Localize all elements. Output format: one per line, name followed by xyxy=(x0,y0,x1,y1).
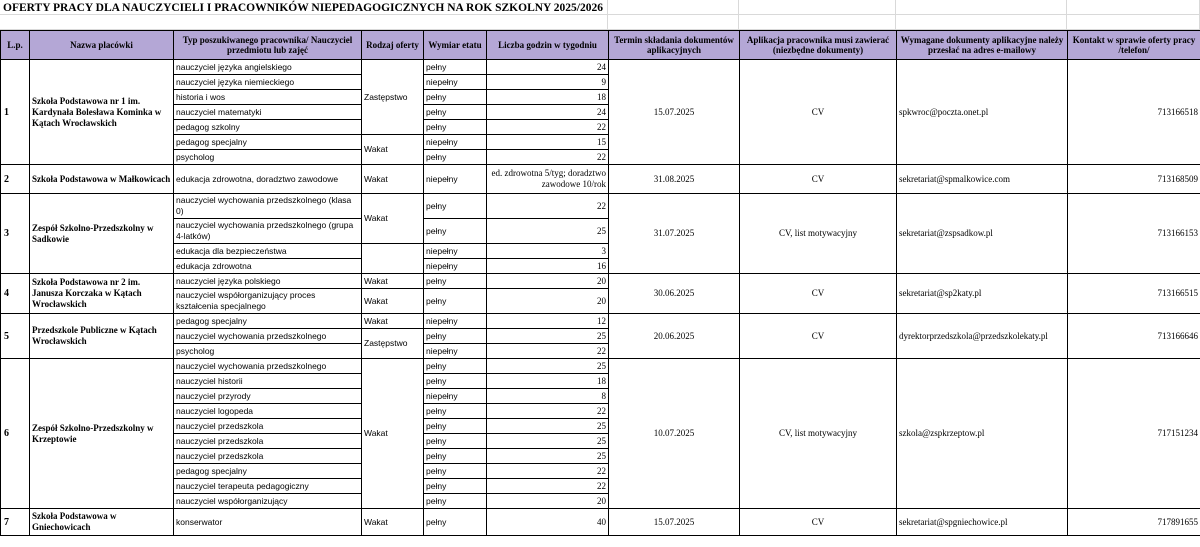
offer-hours: 25 xyxy=(487,419,609,434)
offer-hours: 25 xyxy=(487,329,609,344)
offer-type: psycholog xyxy=(174,344,362,359)
offer-kind: Wakat xyxy=(362,165,424,194)
offer-type: nauczyciel współorganizujący xyxy=(174,494,362,509)
offer-hours: 22 xyxy=(487,150,609,165)
offer-type: nauczyciel języka niemieckiego xyxy=(174,75,362,90)
offer-school-name: Szkoła Podstawowa nr 1 im. Kardynała Bolesława Kominka w Kątach Wrocławskich xyxy=(30,60,174,165)
offer-hours: 40 xyxy=(487,509,609,536)
offer-dim: pełny xyxy=(424,464,487,479)
offer-hours: 20 xyxy=(487,274,609,289)
header-row xyxy=(1,31,1200,60)
offers-table xyxy=(0,30,1200,536)
header-lp: L.p. xyxy=(1,31,30,60)
offer-deadline: 15.07.2025 xyxy=(609,509,740,536)
offer-lp: 2 xyxy=(1,165,30,194)
offer-type: pedagog specjalny xyxy=(174,464,362,479)
offer-docs: CV xyxy=(740,274,897,314)
header-dim: Wymiar etatu xyxy=(424,31,487,60)
offer-lp: 4 xyxy=(1,274,30,314)
offer-hours: 24 xyxy=(487,60,609,75)
offer-dim: pełny xyxy=(424,329,487,344)
offer-type: nauczyciel języka polskiego xyxy=(174,274,362,289)
offer-dim: pełny xyxy=(424,494,487,509)
offer-type: nauczyciel logopeda xyxy=(174,404,362,419)
offer-hours: 24 xyxy=(487,105,609,120)
empty-cell xyxy=(362,244,424,274)
offer-contact: 713166518 xyxy=(1068,60,1200,165)
offer-docs: CV xyxy=(740,509,897,536)
offer-deadline: 20.06.2025 xyxy=(609,314,740,359)
header-contact: Kontakt w sprawie oferty pracy /telefon/ xyxy=(1068,31,1200,60)
offer-hours: 22 xyxy=(487,404,609,419)
grid-cell xyxy=(608,0,739,15)
offer-hours: 22 xyxy=(487,344,609,359)
offer-dim: niepełny xyxy=(424,165,487,194)
offer-school-name: Szkoła Podstawowa w Małkowicach xyxy=(30,165,174,194)
offer-type: nauczyciel terapeuta pedagogiczny xyxy=(174,479,362,494)
offer-kind: Wakat xyxy=(362,314,424,329)
offer-type: konserwator xyxy=(174,509,362,536)
offer-hours: 3 xyxy=(487,244,609,259)
offer-kind: Wakat xyxy=(362,509,424,536)
offer-dim: niepełny xyxy=(424,259,487,274)
offer-school-name: Zespół Szkolno-Przedszkolny w Krzeptowie xyxy=(30,359,174,509)
offer-dim: niepełny xyxy=(424,135,487,150)
offer-school-name: Przedszkole Publiczne w Kątach Wrocławskich xyxy=(30,314,174,359)
grid-cell xyxy=(739,0,896,15)
offer-deadline: 10.07.2025 xyxy=(609,359,740,509)
offer-school-name: Szkoła Podstawowa w Gniechowicach xyxy=(30,509,174,536)
offer-docs: CV, list motywacyjny xyxy=(740,194,897,274)
offer-dim: pełny xyxy=(424,120,487,135)
offer-type: nauczyciel współorganizujący proces kształcenia specjalnego xyxy=(174,289,362,314)
offer-docs: CV xyxy=(740,165,897,194)
offer-docs: CV xyxy=(740,60,897,165)
grid-cell xyxy=(1067,15,1200,30)
offer-type: nauczyciel matematyki xyxy=(174,105,362,120)
offer-type: nauczyciel wychowania przedszkolnego xyxy=(174,359,362,374)
offer-lp: 5 xyxy=(1,314,30,359)
offer-type: nauczyciel przedszkola xyxy=(174,434,362,449)
offer-type: nauczyciel wychowania przedszkolnego xyxy=(174,329,362,344)
offer-deadline: 15.07.2025 xyxy=(609,60,740,165)
grid-cell xyxy=(896,0,1067,15)
offer-type: nauczyciel wychowania przedszkolnego (grupa 4-latków) xyxy=(174,219,362,244)
grid-cell xyxy=(896,15,1067,30)
offer-dim: pełny xyxy=(424,479,487,494)
offer-email: szkola@zspkrzeptow.pl xyxy=(897,359,1068,509)
offer-hours: 22 xyxy=(487,120,609,135)
table-row xyxy=(1,509,1200,536)
offer-school-name: Zespół Szkolno-Przedszkolny w Sadkowie xyxy=(30,194,174,274)
offer-type: nauczyciel historii xyxy=(174,374,362,389)
offer-dim: pełny xyxy=(424,359,487,374)
table-row xyxy=(1,359,1200,374)
grid-cell xyxy=(1067,0,1200,15)
offer-contact: 717151234 xyxy=(1068,359,1200,509)
offer-hours: 18 xyxy=(487,90,609,105)
offer-hours: 8 xyxy=(487,389,609,404)
table-row xyxy=(1,274,1200,289)
offer-kind: Wakat xyxy=(362,359,424,509)
offer-contact: 713166515 xyxy=(1068,274,1200,314)
offer-hours: 25 xyxy=(487,219,609,244)
offer-lp: 3 xyxy=(1,194,30,274)
table-row xyxy=(1,194,1200,219)
offer-lp: 7 xyxy=(1,509,30,536)
offer-hours: 22 xyxy=(487,464,609,479)
table-row xyxy=(1,165,1200,194)
offer-type: pedagog specjalny xyxy=(174,135,362,150)
offer-dim: niepełny xyxy=(424,75,487,90)
offer-school-name: Szkoła Podstawowa nr 2 im. Janusza Korczaka w Kątach Wrocławskich xyxy=(30,274,174,314)
offer-kind: Wakat xyxy=(362,135,424,165)
offer-hours: 18 xyxy=(487,374,609,389)
header-name: Nazwa placówki xyxy=(30,31,174,60)
offer-kind: Wakat xyxy=(362,194,424,244)
offer-kind: Zastępstwo xyxy=(362,60,424,135)
offer-docs: CV, list motywacyjny xyxy=(740,359,897,509)
table-row xyxy=(1,314,1200,329)
page-title: OFERTY PRACY DLA NAUCZYCIELI I PRACOWNIKÓW NIEPEDAGOGICZNYCH NA ROK SZKOLNY 2025/2026 xyxy=(3,2,603,14)
offer-contact: 717891655 xyxy=(1068,509,1200,536)
offer-hours: 22 xyxy=(487,194,609,219)
offer-dim: niepełny xyxy=(424,344,487,359)
offer-dim: niepełny xyxy=(424,389,487,404)
offer-hours: 16 xyxy=(487,259,609,274)
offer-hours: 20 xyxy=(487,494,609,509)
offer-type: edukacja dla bezpieczeństwa xyxy=(174,244,362,259)
offer-hours: ed. zdrowotna 5/tyg; doradztwo zawodowe 10/rok xyxy=(487,165,609,194)
offer-hours: 25 xyxy=(487,359,609,374)
offer-kind: Wakat xyxy=(362,274,424,289)
offer-dim: pełny xyxy=(424,90,487,105)
offer-dim: niepełny xyxy=(424,244,487,259)
offer-dim: pełny xyxy=(424,419,487,434)
header-hours: Liczba godzin w tygodniu xyxy=(487,31,609,60)
offer-hours: 9 xyxy=(487,75,609,90)
offer-contact: 713168509 xyxy=(1068,165,1200,194)
header-deadline: Termin składania dokumentów aplikacyjnych xyxy=(609,31,740,60)
offer-dim: pełny xyxy=(424,404,487,419)
offer-email: sekretariat@sp2katy.pl xyxy=(897,274,1068,314)
offer-dim: pełny xyxy=(424,434,487,449)
grid-cell xyxy=(608,15,739,30)
offer-contact: 713166153 xyxy=(1068,194,1200,274)
offer-lp: 1 xyxy=(1,60,30,165)
offer-deadline: 30.06.2025 xyxy=(609,274,740,314)
offer-contact: 713166646 xyxy=(1068,314,1200,359)
offer-dim: pełny xyxy=(424,105,487,120)
offer-email: sekretariat@spmalkowice.com xyxy=(897,165,1068,194)
offer-dim: pełny xyxy=(424,374,487,389)
offer-deadline: 31.08.2025 xyxy=(609,165,740,194)
offer-email: dyrektorprzedszkola@przedszkolekaty.pl xyxy=(897,314,1068,359)
offer-type: nauczyciel przyrody xyxy=(174,389,362,404)
offer-hours: 25 xyxy=(487,449,609,464)
offer-dim: pełny xyxy=(424,194,487,219)
grid-cell xyxy=(0,15,608,30)
offer-hours: 25 xyxy=(487,434,609,449)
grid-cell xyxy=(739,15,896,30)
offer-dim: pełny xyxy=(424,219,487,244)
offer-type: nauczyciel przedszkola xyxy=(174,449,362,464)
offer-dim: pełny xyxy=(424,150,487,165)
offer-type: nauczyciel wychowania przedszkolnego (klasa 0) xyxy=(174,194,362,219)
offer-kind: Zastępstwo xyxy=(362,329,424,359)
offer-hours: 12 xyxy=(487,314,609,329)
offer-type: edukacja zdrowotna, doradztwo zawodowe xyxy=(174,165,362,194)
offer-kind: Wakat xyxy=(362,289,424,314)
offer-email: spkwroc@poczta.onet.pl xyxy=(897,60,1068,165)
offer-type: nauczyciel przedszkola xyxy=(174,419,362,434)
offer-dim: pełny xyxy=(424,449,487,464)
header-docs: Aplikacja pracownika musi zawierać (niezbędne dokumenty) xyxy=(740,31,897,60)
offer-dim: pełny xyxy=(424,274,487,289)
offer-lp: 6 xyxy=(1,359,30,509)
offer-email: sekretariat@zspsadkow.pl xyxy=(897,194,1068,274)
offer-hours: 15 xyxy=(487,135,609,150)
title-row xyxy=(0,0,1200,30)
offer-email: sekretariat@spgniechowice.pl xyxy=(897,509,1068,536)
offer-deadline: 31.07.2025 xyxy=(609,194,740,274)
offer-dim: niepełny xyxy=(424,314,487,329)
offer-type: edukacja zdrowotna xyxy=(174,259,362,274)
header-kind: Rodzaj oferty xyxy=(362,31,424,60)
offer-type: psycholog xyxy=(174,150,362,165)
offer-dim: pełny xyxy=(424,289,487,314)
offer-type: nauczyciel języka angielskiego xyxy=(174,60,362,75)
offer-hours: 20 xyxy=(487,289,609,314)
offer-type: pedagog specjalny xyxy=(174,314,362,329)
table-row xyxy=(1,60,1200,75)
header-type: Typ poszukiwanego pracownika/ Nauczyciel przedmiotu lub zajęć xyxy=(174,31,362,60)
offer-type: pedagog szkolny xyxy=(174,120,362,135)
offer-docs: CV xyxy=(740,314,897,359)
offer-hours: 22 xyxy=(487,479,609,494)
offer-dim: pełny xyxy=(424,60,487,75)
offer-dim: pełny xyxy=(424,509,487,536)
offer-type: historia i wos xyxy=(174,90,362,105)
header-email: Wymagane dokumenty aplikacyjne należy przesłać na adres e-mailowy xyxy=(897,31,1068,60)
